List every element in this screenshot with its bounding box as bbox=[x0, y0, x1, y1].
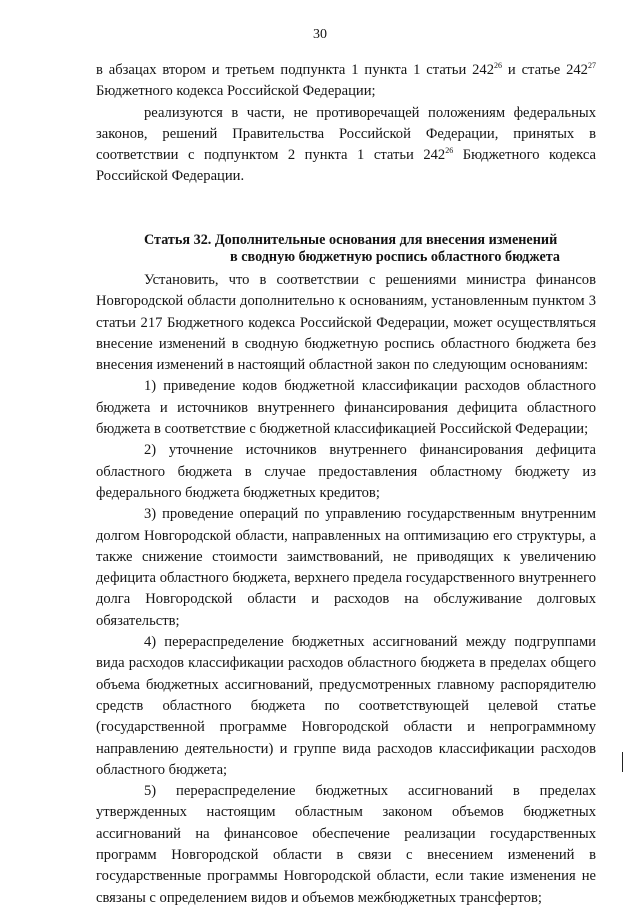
text-run: Бюджетного кодекса Российской Федерации; bbox=[96, 83, 376, 100]
text-run: Бюджетного кодекса Российской Федерации. bbox=[96, 147, 596, 185]
article-32 bbox=[96, 232, 596, 909]
text-run: в абзацах втором и третьем подпункта 1 пункта 1 статьи 242 bbox=[96, 62, 495, 78]
article-lead-paragraph: Установить, что в соответствии с решениями министра финансов Новгородской области дополнительно к основаниям, установленным пунктом 3 статьи 217 Бюджетного кодекса Российской Федерации, может осуществляться внесение изменений в сводную бюджетную роспись областного бюджета без внесения изменений в настоящий областной закон по следующим основаниям: bbox=[96, 272, 596, 374]
margin-mark bbox=[622, 752, 623, 772]
superscript: 26 bbox=[445, 146, 454, 156]
document-body-intro bbox=[96, 60, 596, 188]
article-heading-line-2: в сводную бюджетную роспись областного бюджета bbox=[230, 249, 560, 265]
text-run: и статье 242 bbox=[502, 62, 588, 78]
list-item: 2) уточнение источников внутреннего финансирования дефицита областного бюджета в случае предоставления областному бюджету из федерального бюджета бюджетных кредитов; bbox=[96, 442, 596, 501]
list-item: 1) приведение кодов бюджетной классификации расходов областного бюджета и источников внутреннего финансирования дефицита областного бюджета в соответствие с бюджетной классификацией Российской Федерации; bbox=[96, 378, 596, 438]
list-item: 3) проведение операций по управлению государственным внутренним долгом Новгородской области, направленных на оптимизацию его структуры, а также снижение стоимости заимствований, не приводящих к увеличению дефицита областного бюджета, верхнего предела государственного внутреннего долга Новгородской области и расходов на обслуживание долговых обязательств; bbox=[96, 506, 596, 629]
superscript: 26 bbox=[494, 61, 503, 70]
list-item: 4) перераспределение бюджетных ассигнований между подгруппами вида расходов классификации расходов областного бюджета в пределах общего объема бюджетных ассигнований, предусмотренных главному распорядителю средств областного бюджета по соответствующей целевой статье (государственной программе Новгородской области и непрограммному направлению деятельности) и группе вида расходов классификации расходов областного бюджета; bbox=[96, 634, 596, 778]
intro-paragraph-2 bbox=[96, 103, 596, 188]
article-heading-line-1: Статья 32. Дополнительные основания для внесения изменений bbox=[144, 232, 558, 248]
text-run: реализуются в части, не противоречащей положениям федеральных законов, решений Правительства Российской Федерации, принятых в соответствии с подпунктом 2 пункта 1 статьи 242 bbox=[96, 104, 596, 164]
superscript: 27 bbox=[587, 61, 596, 70]
list-item: 5) перераспределение бюджетных ассигнований в пределах утвержденных настоящим областным законом объемов бюджетных ассигнований на финансовое обеспечение реализации государственных программ Новгородской области в связи с внесением изменений в государственные программы Новгородской области, если такие изменения не связаны с определением видов и объемов межбюджетных трансфертов; bbox=[96, 783, 596, 906]
article-heading bbox=[96, 232, 596, 266]
intro-paragraph-1 bbox=[96, 60, 596, 103]
page-number: 30 bbox=[313, 27, 327, 42]
